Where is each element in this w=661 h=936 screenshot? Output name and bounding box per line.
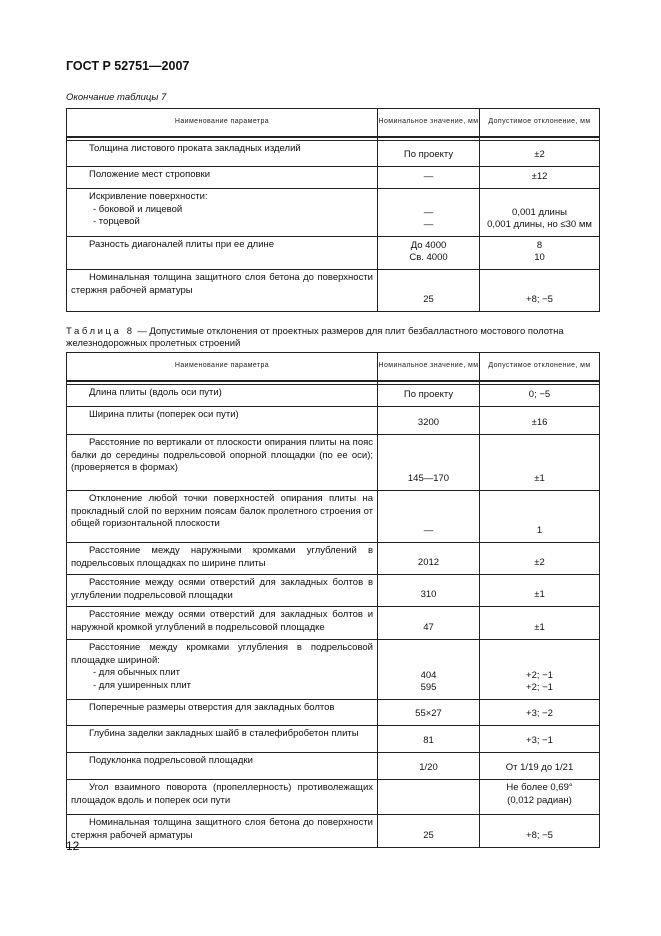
table8-caption [66,326,599,350]
nominal-value: 25 [423,830,434,842]
tolerance-value-cell [480,640,600,700]
table-row [67,543,600,575]
tolerance-value: +3; −2 [526,708,553,720]
column-header: Номинальное значение, мм [378,109,480,137]
tolerance-value: +8; −5 [526,294,553,306]
tolerance-value-cell [480,435,600,491]
nominal-value-cell [378,640,480,700]
parameter-name: Толщина листового проката закладных изделий [89,143,301,154]
table8-caption-text: — Допустимые отклонения от проектных размеров для плит безбалластного мостового полотна железнодорожных пролетных строений [66,326,564,349]
parameter-cell [67,270,378,312]
nominal-value-cell [378,189,480,237]
tolerance-value-cell [480,270,600,312]
nominal-value: По проекту [403,389,454,401]
table-row [67,270,600,312]
tolerance-value-cell [480,543,600,575]
table-row [67,575,600,607]
tolerance-value-cell [480,385,600,407]
nominal-value-cell [378,815,480,848]
nominal-value: — [423,171,434,183]
column-header: Допустимое отклонение, мм [480,109,600,137]
tolerance-value-cell [480,815,600,848]
nominal-value-cell [378,607,480,640]
nominal-value: 310 [420,589,437,601]
parameter-name: Расстояние между осями отверстий для закладных болтов в углублении подрельсовой площадки [71,577,373,601]
table-row [67,167,600,189]
table-row [67,435,600,491]
tolerance-value: 0; −5 [528,389,551,401]
parameter-subitem: - торцевой [93,216,140,228]
parameter-name: Номинальная толщина защитного слоя бетона до поверхности стержня рабочей арматуры [71,272,373,296]
parameter-cell [67,491,378,543]
parameter-name: Угол взаимного поворота (пропеллерность) противолежащих площадок вдоль и поперек оси пути [71,782,373,806]
parameter-name: Расстояние между наружными кромками углублений в подрельсовых площадках по ширине плиты [71,545,373,569]
parameter-name: Длина плиты (вдоль оси пути) [89,387,222,398]
nominal-value-cell [378,435,480,491]
table-row [67,753,600,780]
tolerance-value: Не более 0,69° [506,782,573,793]
parameter-cell [67,141,378,167]
nominal-value-cell [378,141,480,167]
parameter-name: Разность диагоналей плиты при ее длине [89,239,275,250]
tolerance-value: ±2 [534,557,545,569]
tolerance-value: От 1/19 до 1/21 [505,762,574,774]
table-row [67,780,600,815]
nominal-value: Св. 4000 [409,252,448,264]
table-row [67,407,600,435]
nominal-value: 1/20 [419,762,438,774]
table7-continuation-label: Окончание таблицы 7 [66,92,167,103]
nominal-value: 25 [423,294,434,306]
tolerance-value: +3; −1 [526,735,553,747]
parameter-cell [67,237,378,270]
parameter-name: Расстояние между осями отверстий для закладных болтов и наружной кромкой углублений в подрельсовой площадке [71,609,373,633]
parameter-cell [67,407,378,435]
column-header: Допустимое отклонение, мм [480,353,600,381]
tolerance-value: ±1 [534,589,545,601]
nominal-value: 55×27 [415,708,442,720]
parameter-cell [67,726,378,753]
parameter-subitem: - боковой и лицевой [93,203,183,215]
nominal-value: До 4000 [410,239,447,251]
nominal-value-cell [378,575,480,607]
parameter-cell [67,435,378,491]
parameter-cell [67,189,378,237]
table-header-row [67,109,600,137]
nominal-value-cell [378,726,480,753]
tolerance-value: +2; −1 [526,682,553,694]
tolerance-value: 10 [534,252,545,264]
tolerance-value-cell [480,189,600,237]
parameter-name: Ширина плиты (поперек оси пути) [89,409,239,420]
table-row [67,385,600,407]
parameter-cell [67,780,378,815]
tolerance-value: +2; −1 [526,669,553,681]
tolerance-value: ±2 [534,149,545,161]
tolerance-value-cell [480,726,600,753]
tolerance-value-cell [480,407,600,435]
tolerance-value-cell [480,780,600,815]
table-row [67,640,600,700]
parameter-cell [67,575,378,607]
parameter-name: Глубина заделки закладных шайб в сталефибробетон плиты [89,728,359,739]
nominal-value-cell [378,407,480,435]
tolerance-value: 0,001 длины [512,206,567,218]
table-row [67,700,600,726]
tolerance-value-cell [480,607,600,640]
parameter-name: Расстояние между кромками углубления в подрельсовой площадке шириной: [71,642,373,666]
nominal-value: По проекту [403,149,454,161]
table-row [67,189,600,237]
tolerance-value-cell [480,491,600,543]
tolerance-value: 1 [536,525,543,537]
nominal-value-cell [378,700,480,726]
tolerance-value: ±16 [531,417,548,429]
nominal-value: 595 [420,682,437,694]
page-number: 12 [66,839,80,853]
nominal-value: 2012 [417,557,440,569]
parameter-subitem: - для обычных плит [93,667,180,679]
parameter-cell [67,640,378,700]
nominal-value: 81 [423,735,434,747]
parameter-name: Положение мест строповки [89,169,211,180]
nominal-value: 3200 [417,417,440,429]
nominal-value-cell [378,543,480,575]
table-7 [66,108,600,312]
parameter-cell [67,753,378,780]
parameter-cell [67,543,378,575]
parameter-name: Поперечные размеры отверстия для закладных болтов [89,702,335,713]
column-header: Наименование параметра [67,109,378,137]
table-8 [66,352,600,848]
parameter-cell [67,167,378,189]
parameter-cell [67,700,378,726]
nominal-value-cell [378,491,480,543]
nominal-value: — [423,219,434,231]
tolerance-value-cell [480,237,600,270]
column-header: Номинальное значение, мм [378,353,480,381]
tolerance-value: 8 [536,239,543,251]
tolerance-value: +8; −5 [526,830,553,842]
table-row [67,607,600,640]
nominal-value-cell [378,237,480,270]
tolerance-value: (0,012 радиан) [507,794,572,806]
tolerance-value: ±1 [534,622,545,634]
table-row [67,141,600,167]
nominal-value-cell [378,167,480,189]
nominal-value: — [423,525,434,537]
parameter-name: Номинальная толщина защитного слоя бетона до поверхности стержня рабочей арматуры [71,817,373,841]
table-header-row [67,353,600,381]
table-row [67,237,600,270]
column-header: Наименование параметра [67,353,378,381]
tolerance-value-cell [480,753,600,780]
tolerance-value-cell [480,575,600,607]
parameter-cell [67,815,378,848]
table-row [67,726,600,753]
parameter-cell [67,385,378,407]
nominal-value-cell [378,780,480,815]
tolerance-value-cell [480,700,600,726]
nominal-value-cell [378,753,480,780]
parameter-name: Отклонение любой точки поверхностей опирания плиты на прокладный слой по верхним поясам балок пролетного строения от общей горизонтальной плоскости [71,493,373,530]
parameter-cell [67,607,378,640]
parameter-subitem: - для уширенных плит [93,679,191,691]
tolerance-value-cell [480,141,600,167]
nominal-value-cell [378,270,480,312]
nominal-value: 145—170 [407,473,450,485]
tolerance-value-cell [480,167,600,189]
parameter-name: Подуклонка подрельсовой площадки [89,755,253,766]
tolerance-value: 0,001 длины, но ≤30 мм [487,219,592,231]
parameter-name: Искривление поверхности: [89,191,208,202]
table8-caption-lead: Таблица 8 [66,326,135,337]
nominal-value-cell [378,385,480,407]
table-row [67,491,600,543]
tolerance-value: ±1 [534,473,545,485]
tolerance-value: ±12 [531,171,548,183]
nominal-value: — [423,206,434,218]
document-header: ГОСТ Р 52751—2007 [66,59,190,73]
nominal-value: 47 [423,622,434,634]
nominal-value: 404 [420,669,437,681]
parameter-name: Расстояние по вертикали от плоскости опирания плиты на пояс балки до середины подрельсовой опорной площадки (по ее оси); (проверяется в формах) [71,437,373,474]
table-row [67,815,600,848]
